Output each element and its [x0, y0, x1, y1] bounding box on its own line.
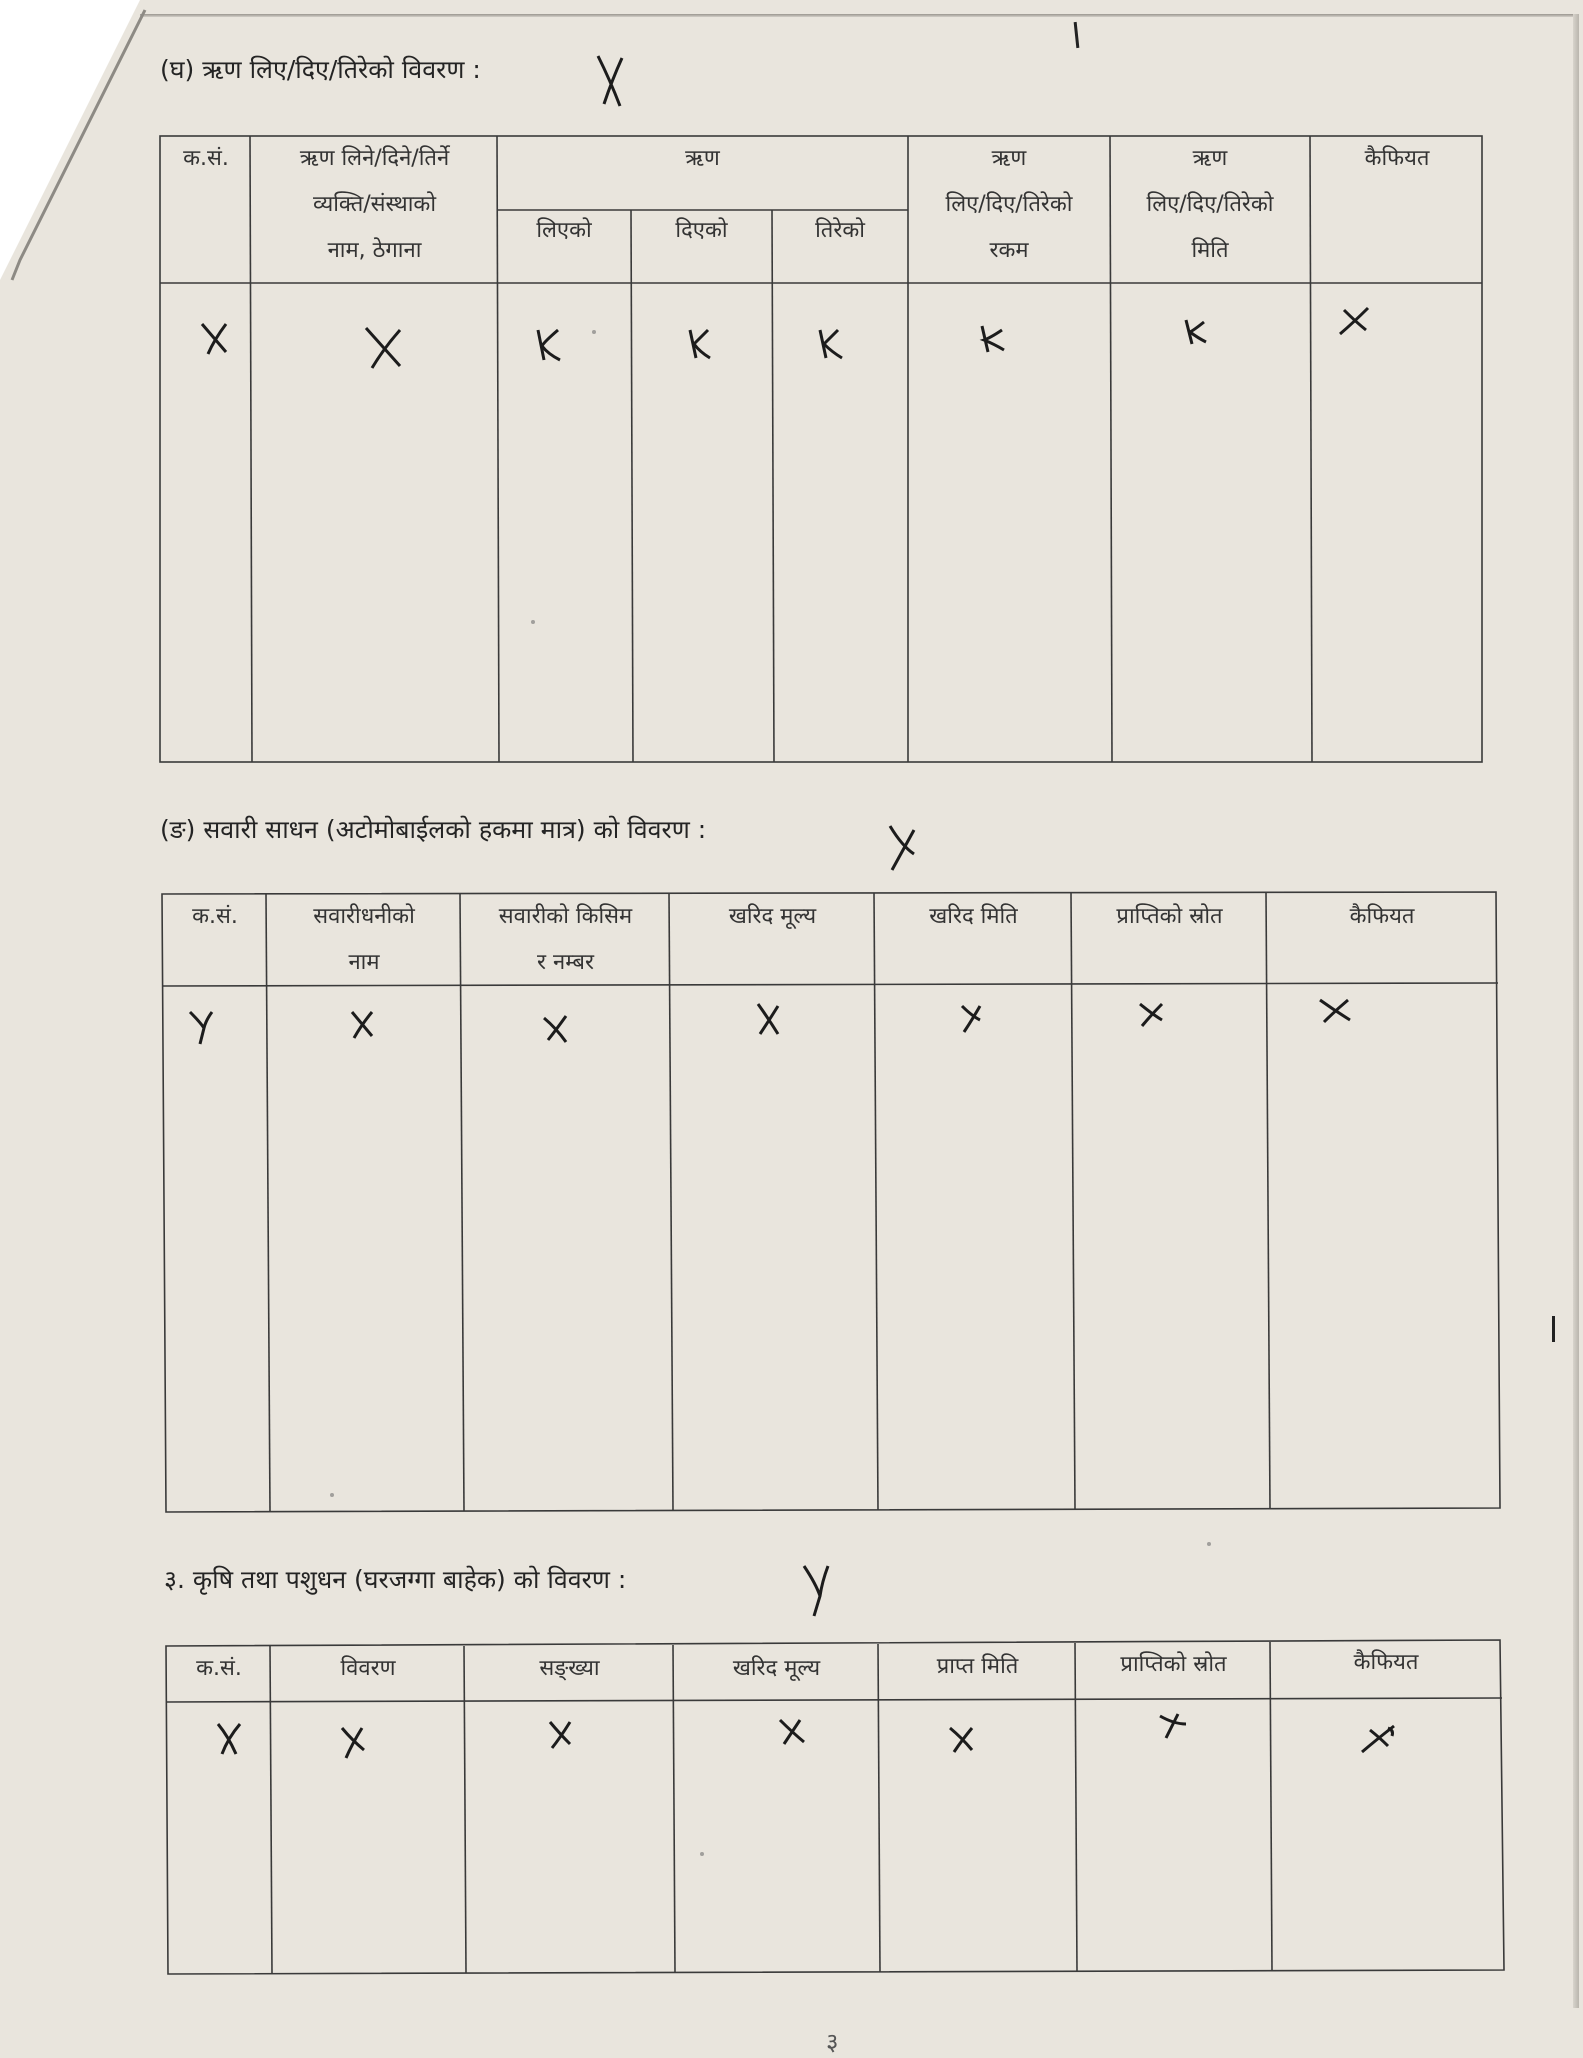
- header-owner-line1: सवारीधनीको: [313, 904, 415, 929]
- header-given: दिएको: [675, 218, 728, 243]
- torn-page-corner: [0, 0, 140, 280]
- page-number: ३: [826, 2028, 839, 2056]
- paper-speck: [531, 620, 535, 624]
- header-amount-line2: लिए/दिए/तिरेको: [945, 192, 1073, 217]
- paper-speck: [700, 1852, 704, 1856]
- stray-ink-mark: [1552, 1316, 1555, 1342]
- header-loan-group: ऋण: [685, 146, 720, 171]
- header-amount-line1: ऋण: [991, 146, 1027, 171]
- header-date: खरिद मिति: [929, 904, 1018, 929]
- nil-x-mark: [212, 1718, 248, 1760]
- header-type-line1: सवारीको किसिम: [498, 904, 633, 929]
- page-top-edge: [140, 14, 1573, 17]
- header-remarks: कैफियत: [1349, 904, 1415, 929]
- header-name-line1: ऋण लिने/दिने/तिर्ने: [299, 146, 450, 171]
- header-source: प्राप्तिको स्रोत: [1116, 904, 1223, 929]
- header-sn: क.सं.: [196, 1656, 242, 1681]
- nil-x-mark: [1154, 1710, 1192, 1742]
- header-count: सङ्ख्या: [539, 1656, 600, 1681]
- header-date: प्राप्त मिति: [936, 1654, 1019, 1679]
- header-description: विवरण: [340, 1656, 396, 1681]
- section-nga-title: (ङ) सवारी साधन (अटोमोबाईलको हकमा मात्र) को विवरण :: [160, 815, 707, 844]
- section-3-title: ३. कृषि तथा पशुधन (घरजग्गा बाहेक) को विवरण :: [164, 1565, 627, 1594]
- header-name-line2: व्यक्ति/संस्थाको: [312, 192, 437, 217]
- paper-speck: [1207, 1542, 1211, 1546]
- header-owner-line2: नाम: [348, 950, 380, 975]
- nil-x-mark: [776, 1716, 808, 1748]
- header-repaid: तिरेको: [815, 218, 865, 243]
- header-type-line2: र नम्बर: [537, 950, 594, 975]
- header-date-line3: मिति: [1191, 238, 1229, 263]
- nil-x-mark: [544, 1716, 576, 1754]
- header-amount-line3: रकम: [989, 238, 1029, 263]
- header-date-line2: लिए/दिए/तिरेको: [1146, 192, 1274, 217]
- paper-speck: [330, 1493, 334, 1497]
- nil-x-mark: [1358, 1720, 1400, 1758]
- section-gha-title: (घ) ऋण लिए/दिए/तिरेको विवरण :: [160, 55, 481, 84]
- nil-x-mark: [336, 1722, 370, 1762]
- header-remarks: कैफियत: [1353, 1650, 1419, 1675]
- header-sn: क.सं.: [183, 146, 229, 171]
- header-sn: क.सं.: [192, 904, 238, 929]
- paper-speck: [592, 330, 596, 334]
- header-price: खरिद मूल्य: [732, 1656, 821, 1681]
- header-name-line3: नाम, ठेगाना: [327, 238, 422, 263]
- header-taken: लिएको: [536, 218, 592, 243]
- header-price: खरिद मूल्य: [728, 904, 817, 929]
- page-right-edge: [1573, 14, 1579, 2008]
- nil-x-mark: [946, 1722, 978, 1756]
- header-date-line1: ऋण: [1192, 146, 1228, 171]
- header-source: प्राप्तिको स्रोत: [1120, 1652, 1227, 1677]
- header-remarks: कैफियत: [1364, 146, 1430, 171]
